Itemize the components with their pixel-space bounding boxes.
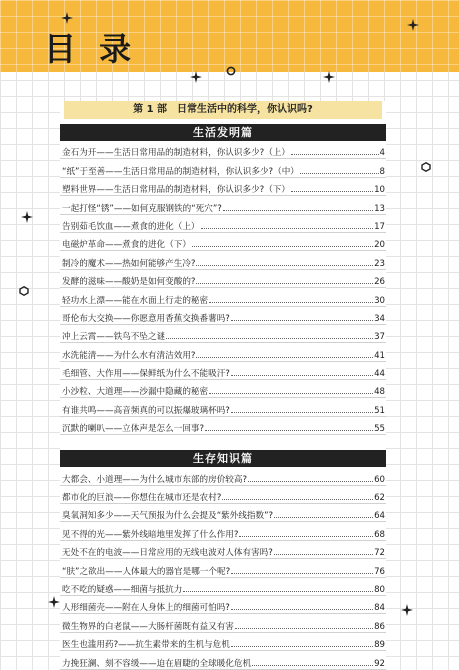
toc-entry-title: 一起打怪“锈”——如何克服钢铁的“死穴”? <box>62 203 222 214</box>
toc-entry-page: 41 <box>374 350 385 361</box>
dot-leader <box>252 665 373 666</box>
sparkle-icon <box>48 596 60 608</box>
dot-leader <box>231 609 373 610</box>
toc-entry[interactable] <box>60 270 386 288</box>
toc-entry[interactable] <box>60 215 386 233</box>
dot-leader <box>205 430 373 431</box>
dot-leader <box>192 246 373 247</box>
toc-entry-page: 48 <box>374 387 385 398</box>
toc-entry[interactable] <box>60 251 386 269</box>
part-banner: 第 1 部 日常生活中的科学，你认识吗? <box>64 101 382 119</box>
toc-entry-title: 有谁共鸣——高音频真的可以振爆玻璃杯吗? <box>62 405 230 416</box>
toc-entry-page: 64 <box>374 511 385 522</box>
toc-entry-page: 62 <box>374 493 385 504</box>
sparkle-icon <box>323 71 335 83</box>
dot-leader <box>209 302 373 303</box>
page-title: 目 录 <box>44 30 138 68</box>
toc-entry[interactable] <box>60 467 386 485</box>
toc-entry-title: 哥伦布大交换——你愿意用香蕉交换番薯吗? <box>62 313 230 324</box>
toc-entry-title: 金石为开——生活日常用品的制造材料，你认识多少?（上） <box>62 148 290 159</box>
toc-entry[interactable] <box>60 559 386 577</box>
toc-entry-title: 臭氧洞知多少——天气预报为什么会提及“紫外线指数”? <box>62 511 274 522</box>
toc-entry[interactable] <box>60 398 386 416</box>
toc-entry-page: 4 <box>379 148 385 159</box>
toc-entry-title: 轻功水上漂——能在水面上行走的秘密 <box>62 295 209 306</box>
toc-entry[interactable] <box>60 362 386 380</box>
dot-leader <box>196 283 373 284</box>
toc-entry-title: “纸”于至善——生活日常用品的制造材料，你认识多少?（中） <box>62 166 299 177</box>
toc-entry-page: 26 <box>374 277 385 288</box>
dot-leader <box>222 499 373 500</box>
toc-entry-page: 55 <box>374 424 385 435</box>
dot-leader <box>239 536 373 537</box>
toc-entry-page: 8 <box>379 166 385 177</box>
section-heading: 生活发明篇 <box>60 124 386 141</box>
toc-entry-title: 小沙粒、大道理——沙漏中隐藏的秘密 <box>62 387 209 398</box>
toc-entry-page: 17 <box>374 221 385 232</box>
sparkle-icon <box>407 19 419 31</box>
section-heading: 生存知识篇 <box>60 450 386 467</box>
dot-leader <box>274 554 373 555</box>
toc-entry[interactable] <box>60 578 386 596</box>
toc-entry-page: 84 <box>374 603 385 614</box>
toc-entry[interactable] <box>60 141 386 159</box>
toc-entry-title: 大都会、小道理——为什么城市东部的房价较高? <box>62 474 248 485</box>
toc-entry-page: 30 <box>374 295 385 306</box>
toc-entry-title: 告别茹毛饮血——煮食的进化（上） <box>62 221 200 232</box>
toc-entry[interactable] <box>60 614 386 632</box>
toc-entry-title: 医生也滥用药?——抗生素带来的生机与危机 <box>62 640 230 651</box>
toc-entry-title: 制冷的魔术——热如何能够产生冷? <box>62 258 196 269</box>
toc-entry-page: 10 <box>374 185 385 196</box>
sparkle-icon <box>21 211 33 223</box>
sparkle-icon <box>61 12 73 24</box>
toc-entry-page: 80 <box>374 584 385 595</box>
toc-entry-page: 34 <box>374 313 385 324</box>
table-of-contents <box>60 101 386 670</box>
toc-entry[interactable] <box>60 541 386 559</box>
toc-entry-page: 51 <box>374 405 385 416</box>
toc-entry-title: 力挽狂澜、刻不容缓——迫在眉睫的全球暖化危机 <box>62 658 252 669</box>
toc-entry-page: 68 <box>374 529 385 540</box>
toc-entry-page: 13 <box>374 203 385 214</box>
toc-entry-page: 44 <box>374 369 385 380</box>
toc-entry[interactable] <box>60 651 386 669</box>
dot-leader <box>223 210 373 211</box>
toc-entry-title: 见不得的光——紫外线暗地里发挥了什么作用? <box>62 529 239 540</box>
toc-entry-page: 23 <box>374 258 385 269</box>
dot-leader <box>231 375 373 376</box>
toc-entry[interactable] <box>60 343 386 361</box>
dot-leader <box>201 228 374 229</box>
toc-entry[interactable] <box>60 380 386 398</box>
dot-leader <box>196 265 373 266</box>
dot-leader <box>183 591 373 592</box>
toc-entry-title: 毛细管、大作用——保鲜纸为什么不能吸汗? <box>62 369 230 380</box>
toc-entry[interactable] <box>60 233 386 251</box>
toc-entry-title: 水洗能清——为什么水有清洁效用? <box>62 350 196 361</box>
dot-leader <box>231 573 373 574</box>
dot-leader <box>196 357 373 358</box>
sparkle-icon <box>190 71 202 83</box>
toc-entry[interactable] <box>60 522 386 540</box>
toc-entry[interactable] <box>60 486 386 504</box>
toc-entry[interactable] <box>60 417 386 435</box>
section-gap <box>60 435 386 445</box>
toc-entry-page: 60 <box>374 474 385 485</box>
toc-entry-page: 92 <box>374 658 385 669</box>
dot-leader <box>209 393 373 394</box>
toc-entry-title: 微生物界的白老鼠——大肠杆菌既有益又有害 <box>62 621 234 632</box>
toc-sections <box>60 124 386 670</box>
dot-leader <box>291 191 373 192</box>
hexagon-icon <box>421 162 431 172</box>
dot-leader <box>248 481 373 482</box>
ring-icon <box>226 66 236 76</box>
dot-leader <box>231 412 373 413</box>
toc-entry[interactable] <box>60 307 386 325</box>
toc-entry[interactable] <box>60 325 386 343</box>
toc-entry[interactable] <box>60 633 386 651</box>
toc-entry-title: 沉默的喇叭——立体声是怎么一回事? <box>62 424 205 435</box>
sparkle-icon <box>401 604 413 616</box>
toc-entry[interactable] <box>60 196 386 214</box>
toc-entry-title: 人形细菌壳——附在人身体上的细菌可怕吗? <box>62 603 230 614</box>
toc-entry-title: 无处不在的电波——日常应用的无线电波对人体有害吗? <box>62 548 273 559</box>
toc-entry-page: 20 <box>374 240 385 251</box>
dot-leader <box>235 628 373 629</box>
toc-entry[interactable] <box>60 178 386 196</box>
toc-entry-page: 89 <box>374 640 385 651</box>
toc-entry[interactable] <box>60 504 386 522</box>
toc-entry-title: “肤”之欲出——人体最大的器官是哪一个呢? <box>62 566 231 577</box>
toc-entry[interactable] <box>60 288 386 306</box>
toc-entry-title: 冲上云霄——铁鸟不坠之谜 <box>62 332 166 343</box>
toc-entry-title: 吃不吃的疑惑——细菌与抵抗力 <box>62 584 183 595</box>
toc-entry-title: 都市化的巨浪——你想住在城市还是农村? <box>62 493 222 504</box>
dot-leader <box>166 338 373 339</box>
toc-entry-page: 76 <box>374 566 385 577</box>
dot-leader <box>300 173 379 174</box>
toc-entry-title: 塑料世界——生活日常用品的制造材料，你认识多少?（下） <box>62 185 290 196</box>
hexagon-icon <box>19 286 29 296</box>
dot-leader <box>291 154 379 155</box>
dot-leader <box>274 517 373 518</box>
toc-entry-title: 发酵的滋味——酸奶是如何变酸的? <box>62 277 196 288</box>
toc-entry[interactable] <box>60 596 386 614</box>
toc-entry-page: 72 <box>374 548 385 559</box>
dot-leader <box>231 320 373 321</box>
toc-entry-page: 86 <box>374 621 385 632</box>
toc-entry-page: 37 <box>374 332 385 343</box>
toc-entry[interactable] <box>60 159 386 177</box>
toc-entry-title: 电磁炉革命——煮食的进化（下） <box>62 240 191 251</box>
